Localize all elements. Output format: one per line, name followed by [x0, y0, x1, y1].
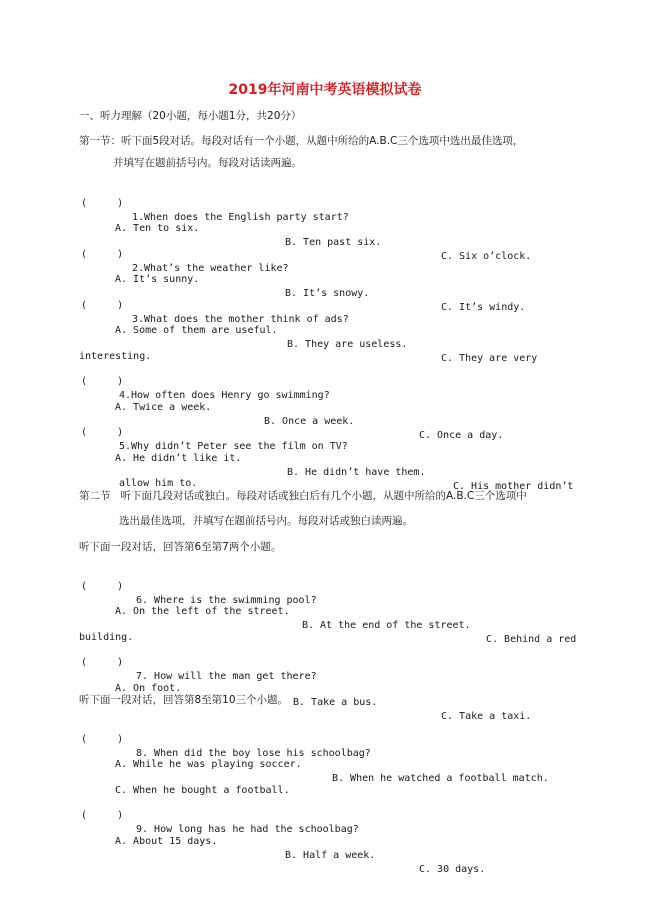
option-c-continuation: building.: [79, 632, 134, 643]
question-stem: 9. How long has he had the schoolbag?: [136, 824, 359, 835]
option-b: B. At the end of the street.: [302, 620, 471, 631]
answer-bracket[interactable]: ( ): [81, 376, 124, 387]
option-b: B. Take a bus.: [293, 697, 378, 708]
option-a: A. It’s sunny.: [115, 274, 200, 285]
option-b: B. When he watched a football match.: [332, 773, 549, 784]
dialogue-intro-8-10: 听下面一段对话，回答第8至第10三个小题。: [79, 694, 289, 706]
option-a: A. Twice a week.: [115, 402, 212, 413]
question-row: [0, 361, 650, 401]
question-stem: 3.What does the mother think of ads?: [132, 314, 349, 325]
option-a: A. Some of them are useful.: [115, 325, 278, 336]
part2-instruction-line1: 第二节 听下面几段对话或独白。每段对话或独白后有几个小题，从题中所给的A.B.C三个选项中: [79, 490, 527, 502]
answer-bracket[interactable]: ( ): [81, 300, 124, 311]
question-row: [0, 183, 650, 223]
option-b: B. He didn’t have them.: [287, 467, 426, 478]
section-heading: 一、听力理解（20小题，每小题1分，共20分）: [79, 110, 302, 122]
options-row: [0, 770, 650, 796]
options-row: [0, 821, 650, 875]
part1-instruction-line2: 并填写在题前括号内。每段对话读两遍。: [113, 157, 302, 169]
option-a: A. On foot.: [115, 683, 182, 694]
option-b: B. They are useless.: [287, 339, 408, 350]
answer-bracket[interactable]: ( ): [81, 581, 124, 592]
option-c: C. 30 days.: [419, 864, 486, 875]
question-stem: 4.How often does Henry go swimming?: [119, 390, 330, 401]
options-row: [0, 259, 650, 313]
option-c: C. His mother didn’t: [453, 481, 574, 492]
option-c-continuation: interesting.: [79, 351, 152, 362]
question-row: [0, 795, 650, 835]
answer-bracket[interactable]: ( ): [81, 657, 124, 668]
answer-bracket[interactable]: ( ): [81, 198, 124, 209]
option-c: C. Behind a red: [486, 634, 577, 645]
options-row: [0, 387, 650, 441]
option-c: C. Once a day.: [419, 430, 504, 441]
option-c: C. Take a taxi.: [441, 711, 532, 722]
dialogue-intro-6-7: 听下面一段对话，回答第6至第7两个小题。: [79, 541, 282, 553]
answer-bracket[interactable]: ( ): [81, 810, 124, 821]
question-stem: 6. Where is the swimming pool?: [136, 595, 317, 606]
option-a: A. While he was playing soccer.: [115, 759, 302, 770]
question-row: [0, 566, 650, 606]
option-a: A. Ten to six.: [115, 223, 200, 234]
question-row: [0, 719, 650, 759]
option-a: A. He didn’t like it.: [115, 453, 242, 464]
options-row: [0, 744, 650, 784]
part1-instruction-line1: 第一节：听下面5段对话。每段对话有一个小题，从题中所给的A.B.C三个选项中选出最佳选项，: [79, 135, 524, 147]
option-a: A. About 15 days.: [115, 836, 218, 847]
question-row: [0, 642, 650, 682]
option-c: C. Six o’clock.: [441, 251, 532, 262]
answer-bracket[interactable]: ( ): [81, 427, 124, 438]
option-c: C. When he bought a football.: [115, 785, 290, 796]
question-stem: 7. How will the man get there?: [136, 671, 317, 682]
option-a: A. On the left of the street.: [115, 606, 290, 617]
option-c-continuation: allow him to.: [119, 478, 198, 489]
question-stem: 2.What’s the weather like?: [132, 263, 289, 274]
question-stem: 5.Why didn’t Peter see the film on TV?: [119, 441, 348, 452]
option-b: B. Ten past six.: [285, 237, 382, 248]
question-stem: 1.When does the English party start?: [132, 212, 349, 223]
option-c: C. It’s windy.: [441, 302, 526, 313]
part2-instruction-line2: 选出最佳选项，并填写在题前括号内。每段对话或独白读两遍。: [119, 515, 413, 527]
answer-bracket[interactable]: ( ): [81, 249, 124, 260]
answer-bracket[interactable]: ( ): [81, 734, 124, 745]
option-c: C. They are very: [441, 353, 538, 364]
option-b: B. It’s snowy.: [285, 288, 370, 299]
option-b: B. Once a week.: [264, 416, 355, 427]
question-stem: 8. When did the boy lose his schoolbag?: [136, 748, 371, 759]
exam-title: 2019年河南中考英语模拟试卷: [228, 82, 422, 98]
options-row: [0, 208, 650, 262]
option-b: B. Half a week.: [285, 850, 376, 861]
